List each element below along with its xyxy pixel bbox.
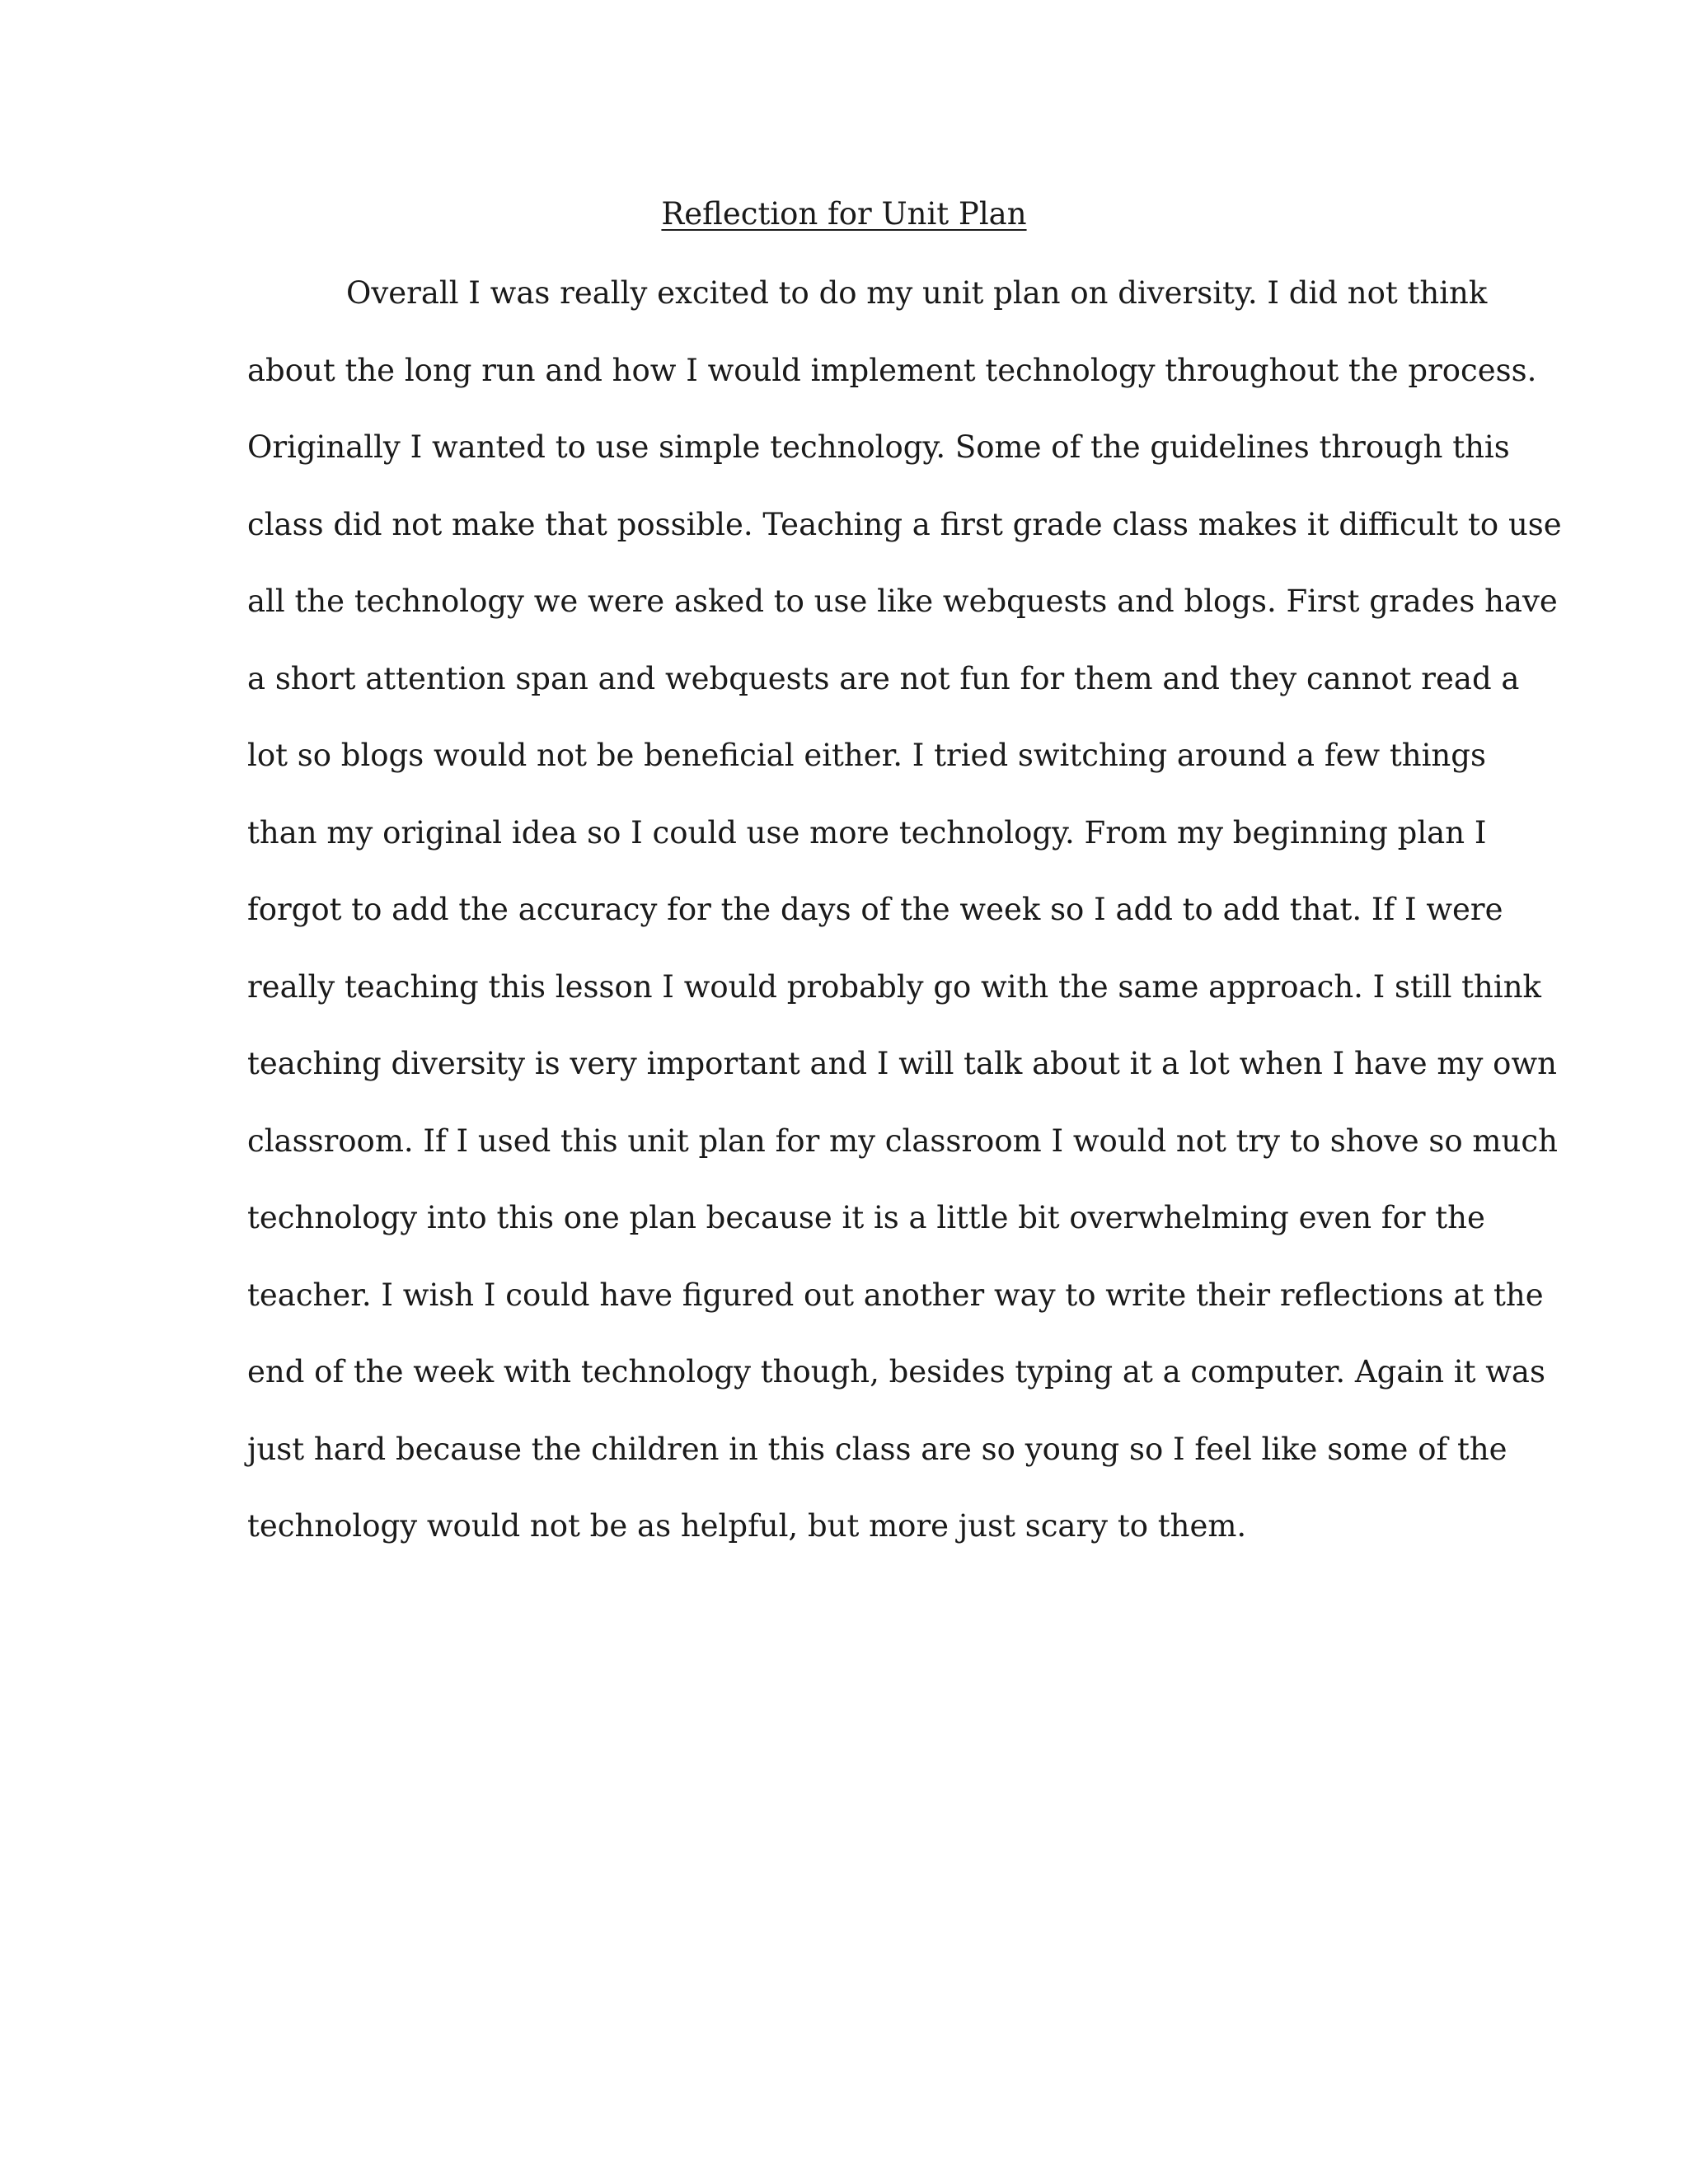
body-line: lot so blogs would not be beneficial either. I tried switching around a few things — [247, 738, 1486, 773]
document-title: Reflection for Unit Plan — [661, 196, 1027, 232]
body-line: Overall I was really excited to do my unit plan on diversity. I did not think — [346, 275, 1488, 311]
body-line: Originally I wanted to use simple technology. Some of the guidelines through this — [247, 429, 1510, 465]
body-line: than my original idea so I could use more technology. From my beginning plan I — [247, 814, 1487, 851]
body-line: teaching diversity is very important and I will talk about it a lot when I have my own — [247, 1046, 1557, 1081]
body-line: technology into this one plan because it is a little bit overwhelming even for the — [247, 1200, 1485, 1235]
body-line: technology would not be as helpful, but more just scary to them. — [247, 1508, 1247, 1544]
body-line: really teaching this lesson I would probably go with the same approach. I still think — [247, 968, 1541, 1005]
document-body — [247, 269, 1562, 1579]
body-line: forgot to add the accuracy for the days of the week so I add to add that. If I were — [247, 892, 1503, 927]
body-line: teacher. I wish I could have figured out another way to write their reflections at the — [247, 1277, 1544, 1313]
body-line: about the long run and how I would implement technology throughout the process. — [247, 352, 1537, 388]
body-line: class did not make that possible. Teaching a first grade class makes it difficult to use — [247, 506, 1562, 542]
body-line: a short attention span and webquests are not fun for them and they cannot read a — [247, 660, 1520, 696]
body-line: classroom. If I used this unit plan for my classroom I would not try to shove so much — [247, 1122, 1558, 1159]
body-line: just hard because the children in this class are so young so I feel like some of the — [247, 1431, 1507, 1467]
body-line: end of the week with technology though, besides typing at a computer. Again it was — [247, 1354, 1545, 1390]
body-line: all the technology we were asked to use like webquests and blogs. First grades have — [247, 583, 1558, 619]
